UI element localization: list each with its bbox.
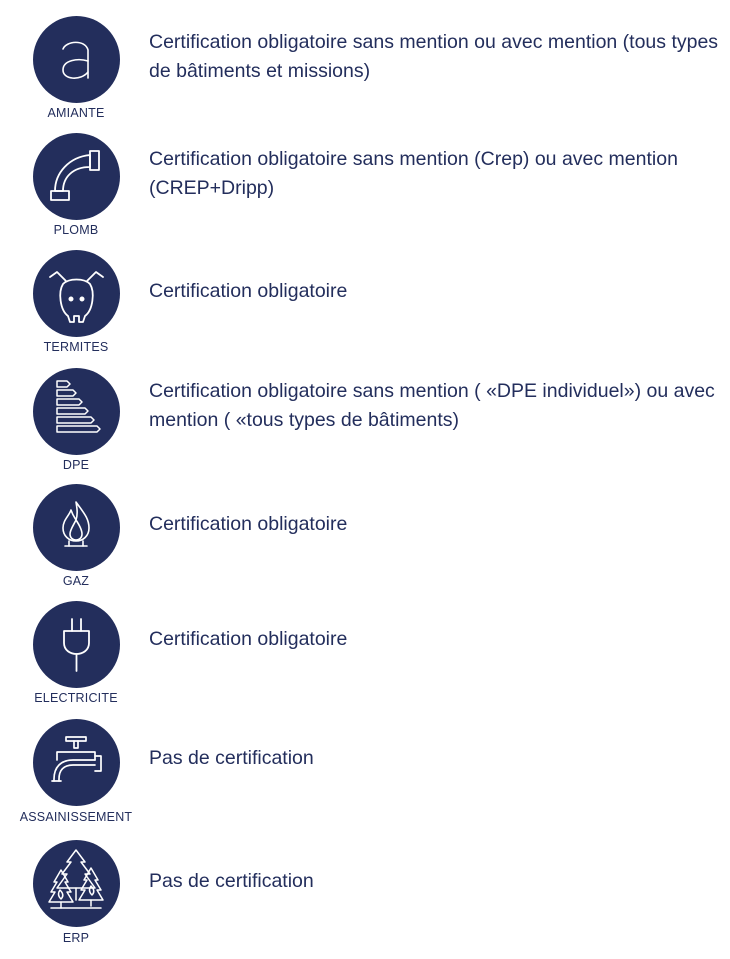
termites-badge	[33, 250, 120, 337]
item-label: AMIANTE	[47, 106, 105, 120]
energy-rating-icon	[33, 368, 120, 455]
item-label: ELECTRICITE	[34, 691, 118, 705]
item-label: ERP	[62, 931, 90, 945]
item-description: Certification obligatoire	[149, 513, 348, 535]
flame-icon	[33, 484, 120, 571]
amiante-badge	[33, 16, 120, 103]
assainissement-badge	[33, 719, 120, 806]
plug-icon	[33, 601, 120, 688]
forest-fire-icon	[33, 840, 120, 927]
item-description: Certification obligatoire sans mention (Crep) ou avec mention (CREP+Dripp)	[149, 148, 678, 199]
erp-badge	[33, 840, 120, 927]
gaz-badge	[33, 484, 120, 571]
item-description: Pas de certification	[149, 747, 314, 769]
letter-a-icon	[33, 16, 120, 103]
item-label: PLOMB	[53, 223, 99, 237]
item-label: GAZ	[62, 574, 90, 588]
item-description: Pas de certification	[149, 870, 314, 892]
pipe-icon	[33, 133, 120, 220]
item-description: Certification obligatoire	[149, 628, 348, 650]
faucet-icon	[33, 719, 120, 806]
item-description: Certification obligatoire sans mention ( «DPE individuel») ou avec mention ( «tous types de bâtiments)	[149, 380, 715, 431]
item-description: Certification obligatoire sans mention ou avec mention (tous types de bâtiments et missions)	[149, 31, 719, 82]
termite-icon	[33, 250, 120, 337]
item-label: DPE	[62, 458, 90, 472]
item-label: TERMITES	[43, 340, 109, 354]
electricite-badge	[33, 601, 120, 688]
item-description: Certification obligatoire	[149, 280, 348, 302]
item-label: ASSAINISSEMENT	[19, 810, 133, 824]
plomb-badge	[33, 133, 120, 220]
dpe-badge	[33, 368, 120, 455]
